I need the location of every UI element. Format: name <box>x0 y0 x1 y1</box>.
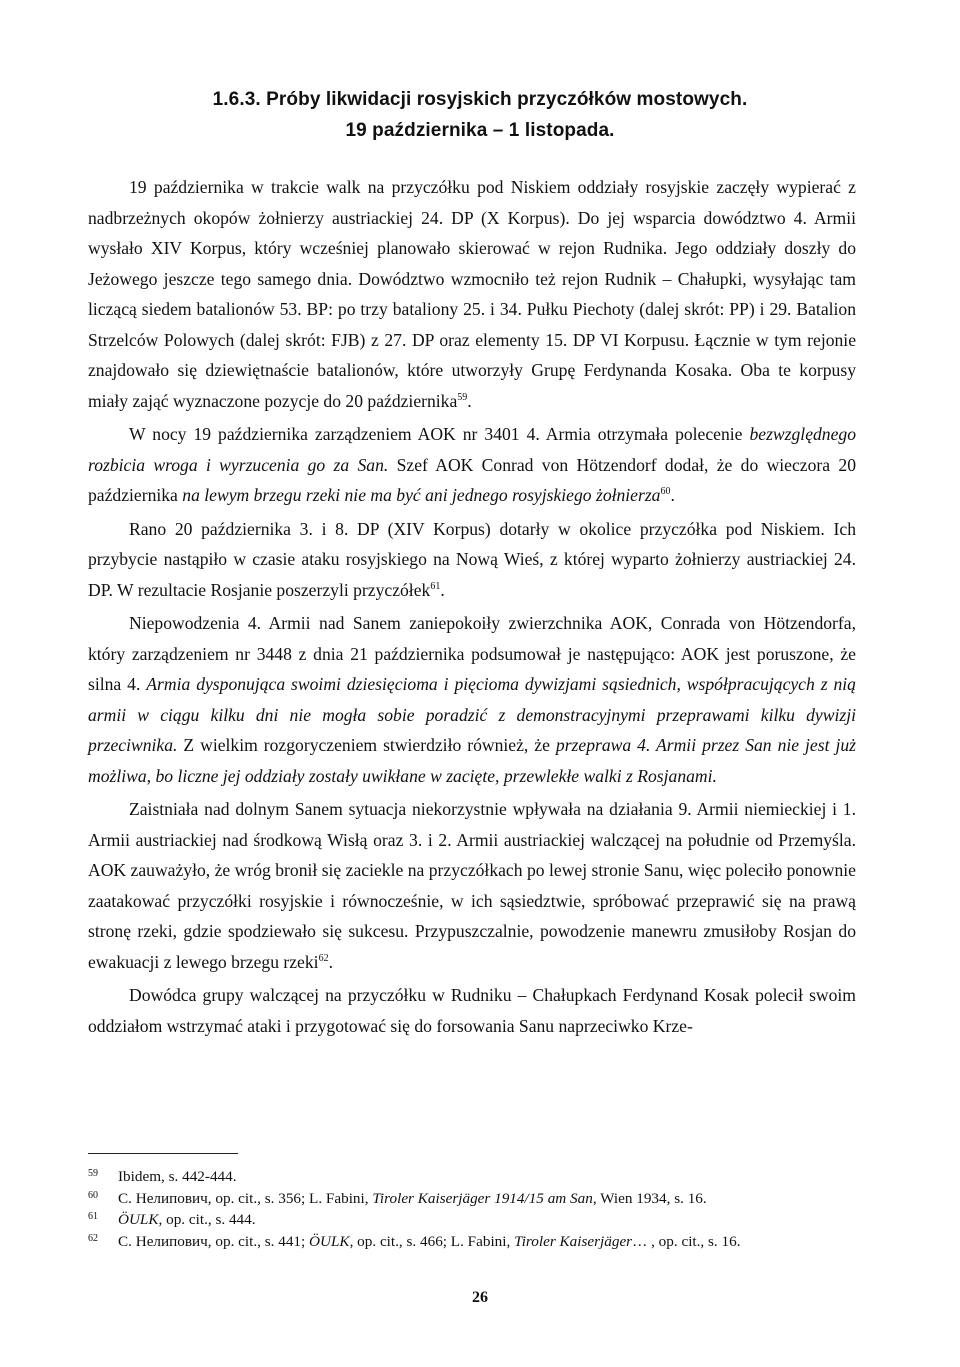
text-run: 19 października w trakcie walk na przyczółku pod Niskiem oddziały rosyjskie zaczęły wypierać z nadbrzeżnych okopów żołnierzy austriackiej 24. DP (X Korpus). Do jej wsparcia dowództwo 4. Armii wysłało XIV Korpus, który wcześniej planowało skierować w rejon Rudnika. Jego oddziały doszły do Jeżowego jeszcze tego samego dnia. Dowództwo wzmocniło też rejon Rudnik – Chałupki, wysyłając tam liczącą siedem batalionów 53. BP: po trzy bataliony 25. i 34. Pułku Piechoty (dalej skrót: PP) i 29. Batalion Strzelców Polowych (dalej skrót: FJB) z 27. DP oraz elementy 15. DP VI Korpusu. Łącznie w tym rejonie znajdowało się dziewiętnaście batalionów, które utworzyły Grupę Ferdynanda Kosaka. Oba te korpusy miały zająć wyznaczone pozycje do 20 października <box>88 177 856 411</box>
page-number: 26 <box>472 1289 488 1306</box>
footnote-number: 62 <box>88 1232 98 1244</box>
italic-run: na lewym brzegu rzeki nie ma być ani jednego rosyjskiego żołnierza <box>182 485 661 505</box>
paragraph <box>88 980 856 1041</box>
italic-run: ÖULK <box>118 1211 159 1228</box>
footnote-number: 59 <box>88 1168 98 1179</box>
body-text <box>88 172 856 1041</box>
footnotes <box>88 1166 868 1252</box>
italic-run: przeprawa 4. Armii przez San nie jest już możliwa, bo liczne jej oddziały zostały uwikłane w zacięte, przewlekłe walki z Rosjanami. <box>88 735 856 786</box>
text-run: Szef AOK Conrad von Hötzendorf dodał, że do wieczora 20 października <box>88 454 856 505</box>
italic-run: ÖULK <box>309 1232 350 1250</box>
paragraph <box>88 172 856 416</box>
paragraph <box>88 608 856 791</box>
paragraph <box>88 419 856 511</box>
paragraph <box>88 514 856 606</box>
text-run: , Wien 1934, s. 16. <box>592 1189 707 1207</box>
italic-run: bezwzględnego rozbicia wroga i wyrzucenia go za San. <box>88 424 856 475</box>
text-run: , op. cit., s. 444. <box>158 1211 256 1228</box>
footnote <box>88 1231 868 1253</box>
footnote-ref: 61 <box>430 580 441 592</box>
section-heading: 1.6.3. Próby likwidacji rosyjskich przyczółków mostowych. <box>212 89 748 110</box>
footnote-separator <box>88 1153 238 1154</box>
footnote <box>88 1188 868 1210</box>
footnote-number: 60 <box>88 1189 98 1201</box>
text-run: Dowódca grupy walczącej na przyczółku w Rudniku – Chałupkach Ferdynand Kosak polecił swoim oddziałom wstrzymać ataki i przygotować się do forsowania Sanu naprzeciwko Krze- <box>88 985 856 1036</box>
paragraph <box>88 794 856 977</box>
text-run: . <box>670 485 675 505</box>
footnote-number: 61 <box>88 1211 98 1222</box>
text-run: Niepowodzenia 4. Armii nad Sanem zaniepokoiły zwierzchnika AOK, Conrada von Hötzendorfa, który zarządzeniem nr 3448 z dnia 21 października podsumował je następująco: AOK jest poruszone, że silna 4. <box>88 613 856 694</box>
italic-run: Tiroler Kaiserjäger <box>514 1232 633 1250</box>
text-run: . <box>328 951 333 972</box>
footnote <box>88 1209 868 1231</box>
footnote-ref: 59 <box>457 391 468 403</box>
footnote-ref: 60 <box>660 486 671 498</box>
text-run: . <box>440 579 445 600</box>
text-run: Rano 20 października 3. i 8. DP (XIV Korpus) dotarły w okolice przyczółka pod Niskiem. Ich przybycie nastąpiło w czasie ataku rosyjskiego na Nową Wieś, z której wyparto żołnierzy austriackiej 24. DP. W rezultacie Rosjanie poszerzyli przyczółek <box>88 518 856 600</box>
text-run: С. Нелипович, op. cit., s. 441; <box>118 1232 310 1250</box>
text-run: … , op. cit., s. 16. <box>632 1232 741 1250</box>
text-run: Z wielkim rozgoryczeniem stwierdziło również, że <box>177 735 556 755</box>
text-run: , op. cit., s. 466; L. Fabini, <box>349 1232 515 1250</box>
footnote-ref: 62 <box>318 952 329 964</box>
section-subheading: 19 października – 1 listopada. <box>345 120 615 141</box>
text-run: Zaistniała nad dolnym Sanem sytuacja niekorzystnie wpływała na działania 9. Armii niemieckiej i 1. Armii austriackiej nad środkową Wisłą oraz 3. i 2. Armii austriackiej walczącej na południe od Przemyśla. AOK zauważyło, że wróg bronił się zaciekle na przyczółkach po lewej stronie Sanu, więc poleciło ponownie zaatakować przyczółki rosyjskie i równocześnie, w ich sąsiedztwie, spróbować przeprawić się na prawą stronę rzeki, gdzie spodziewało się sukcesu. Przypuszczalnie, powodzenie manewru zmusiłoby Rosjan do ewakuacji z lewego brzegu rzeki <box>88 799 856 972</box>
text-run: Ibidem, s. 442-444. <box>118 1168 237 1185</box>
text-run: С. Нелипович, op. cit., s. 356; L. Fabini, <box>118 1189 373 1207</box>
text-run: W nocy 19 października zarządzeniem AOK nr 3401 4. Armia otrzymała polecenie <box>129 424 750 444</box>
text-run: . <box>467 390 472 411</box>
italic-run: Tiroler Kaiserjäger 1914/15 am San <box>372 1189 593 1207</box>
footnote <box>88 1166 868 1188</box>
italic-run: Armia dysponująca swoimi dziesięcioma i pięcioma dywizjami sąsiednich, współpracujących z nią armii w ciągu kilku dni nie mogła sobie poradzić z demonstracyjnymi przeprawami kilku dywizji przeciwnika. <box>88 674 856 755</box>
